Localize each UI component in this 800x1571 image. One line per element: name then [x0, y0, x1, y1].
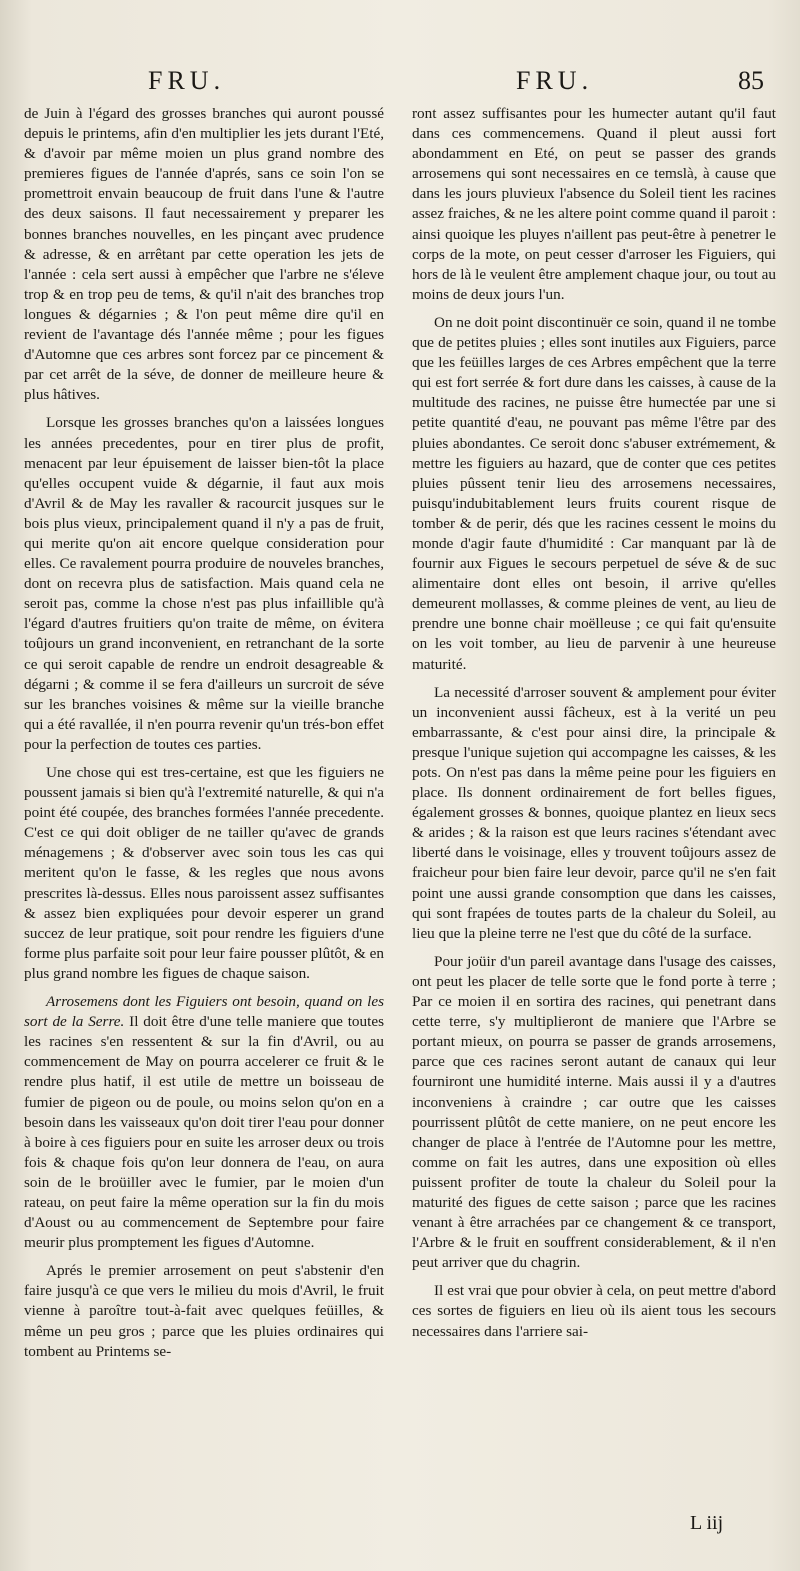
paragraph-4: Pour joüir d'un pareil avantage dans l'usage des caisses, ont peut les placer de telle sorte que le fond porte à terre ; Par ce moien il en sortira des racines, qui penetrant dans cette terre, s'y multiplieront de maniere que l'Arbre se portant mieux, on pourra se passer de grands arrosemens, parce que ces racines seront autant de canaux qui leur fourniront une humidité interne. Mais aussi il y a d'autres inconveniens à craindre ; car outre que les caisses pourrissent plûtôt de cette maniere, on ne peut encore les changer de place à l'entrée de l'Automne pour les mettre, comme on fait les autres, dans une exposition où elles puissent profiter de toute la chaleur du Soleil pour la maturité des figues de cette saison ; parce que les racines venant à être arrachées par ce changement & ce transport, l'Arbre & le fruit en souffrent considerablement, & il n'en peut arriver que du chagrin.	[412, 952, 776, 1272]
paragraph-3: La necessité d'arroser souvent & amplement pour éviter un inconvenient aussi fâcheux, est à la verité un peu embarrassante, & c'est pour ainsi dire, la principale & presque l'unique sujetion qui accompagne les caisses, & les pots. On n'est pas dans la même peine pour les figuiers en place. Ils donnent ordinairement de fort belles figues, également grosses & bonnes, quoique plantez en lieux secs & arides ; & la raison est que leurs racines s'étendant avec liberté dans le voisinage, elles y trouvent toûjours assez de fraicheur pour bien faire leur devoir, parce qu'il ne s'en fait point une aussi grande consomption que dans les caisses, qui sont frapées de toutes parts de la chaleur du Soleil, au lieu que la pleine terre ne l'est que du côté de la surface.	[412, 683, 776, 942]
running-head-right: FRU.	[516, 66, 594, 95]
paragraph-4-text: Il doit être d'une telle maniere que toutes les racines s'en ressentent & sur la fin d'Avril, ou au commencement de May on pourra accelerer ce fruit & le rendre plus hatif, il est utile de mettre un boisseau de fumier de pigeon ou de poule, ou moins selon qu'on en a besoin dans les vaisseaux qu'on doit tirer l'eau pour donner à boire à ces figuiers pour en suite les arroser deux ou trois fois & chaque fois qu'on leur donnera de l'eau, on aura soin de le broüiller avec le fumier, par le moien d'un rateau, on peut faire la même operation sur la fin du mois d'Aoust ou au commencement de Septembre pour faire meurir plus promptement les figues d'Automne.	[24, 1013, 384, 1252]
paragraph-1: de Juin à l'égard des grosses branches qui auront poussé depuis le printems, afin d'en multiplier les jets durant l'Eté, & d'avoir par même moien un plus grand nombre des premieres figues de l'année d'aprés, sans ce soin l'on se promettroit envain beaucoup de fruit dans l'une & l'autre des deux saisons. Il faut necessairement y preparer les bonnes branches nouvelles, en les pinçant avec prudence & adresse, & en arrêtant par cette operation les jets de l'année : cela sert aussi à empêcher que l'arbre ne s'éleve trop & en trop peu de tems, & qu'il n'ait des branches trop longues & dégarnies ; & l'on peut même dire qu'il en revient de l'avantage dés l'année même ; pour les figues d'Automne que ces arbres sont forcez par ce pincement & par cet arrêt de la séve, de donner de meilleure heure & plus hâtives.	[24, 105, 384, 404]
running-head-left: FRU.	[148, 66, 226, 95]
paragraph-5: Aprés le premier arrosement on peut s'abstenir d'en faire jusqu'à ce que vers le milieu du mois d'Avril, le fruit vienne à paroître tout-à-fait avec quelques feüilles, & même un peu gros ; parce que les pluies ordinaires qui tombent au Printems se-	[24, 1262, 384, 1360]
paragraph-2: On ne doit point discontinuër ce soin, quand il ne tombe que de petites pluies ; elles sont inutiles aux Figuiers, parce que les feüilles larges de ces Arbres empêchent que la terre qui est fort serrée & fort dure dans les caisses, à cause de la multitude des racines, ne puisse être humectée par une si petite quantité d'eau, ne pouvant pas même l'être par des pluies abondantes. Ce seroit donc s'abuser extrémement, & mettre les figuiers au hazard, que de conter que ces petites pluies pûssent tenir lieu des arrosemens necessaires, puisqu'indubitablement leurs fruits courent risque de tomber & de perir, dés que les racines cessent le moins du monde d'agir faute d'humidité : Car manquant par là de fournir aux Figues le secours perpetuel de séve & de suc alimentaire dont elles ont besoin, il arrive qu'elles demeurent mollasses, & comme pleines de vent, au lieu de prendre une bonne chair moëlleuse ; ce qui fait qu'ensuite on les voit tomber, au lieu de parvenir à une heureuse maturité.	[412, 313, 776, 673]
paragraph-5: Il est vrai que pour obvier à cela, on peut mettre d'abord ces sortes de figuiers en lieu où ils aient tous les secours necessaires dans l'arriere sai-	[412, 1282, 776, 1340]
section-heading-italic: Arrosemens dont les Figuiers ont besoin, quand on les sort de la Serre.	[24, 993, 384, 1031]
paragraph-1: ront assez suffisantes pour les humecter autant qu'il faut dans ces commencemens. Quand il pleut aussi fort abondamment en Eté, on peut se passer des grands arrosemens qui sont necessaires en ce temslà, à cause que dans les jours pluvieux l'absence du Soleil tient les racines assez fraiches, & ne les altere point comme quand il paroit : ainsi quoique les pluyes n'aillent pas peut-être à penetrer le corps de la mote, on peut cesser d'arroser les Figuiers, qui hors de là le veulent être amplement chaque jour, ou tout au moins de deux jours l'un.	[412, 105, 776, 303]
signature-mark: L iij	[690, 1512, 724, 1534]
paragraph-3: Une chose qui est tres-certaine, est que les figuiers ne poussent jamais si bien qu'à l'extremité naturelle, & qui n'a point été coupée, des branches formées l'année precedente. C'est ce qui doit obliger de ne tailler qu'avec de grands ménagemens ; & d'observer avec soin tous les cas qui meritent qu'on le fasse, & les regles que nous avons prescrites là-dessus. Elles nous paroissent assez suffisantes & assez bien expliquées pour devoir esperer un grand succez de leur pratique, soit pour rendre les figuiers d'une forme plus parfaite soit pour leur faire pousser plûtôt, & en plus grand nombre les figues de chaque saison.	[24, 764, 384, 982]
paragraph-4	[24, 992, 384, 1253]
page-number: 85	[738, 66, 764, 95]
right-column	[412, 104, 776, 1350]
paragraph-2: Lorsque les grosses branches qu'on a laissées longues les années precedentes, pour en tirer plus de profit, menacent par leur épuisement de laisser bien-tôt la place qu'elles occupent vuide & dégarnie, il faut aux mois d'Avril & de May les ravaller & racourcit jusques sur le bois plus vieux, principalement quand il n'y a pas de fruit, qui merite qu'on ait encore quelque consideration pour elles. Ce ravalement pourra produire de nouveles branches, dont on recevra plus de satisfaction. Mais quand cela ne seroit pas, comme la chose n'est pas plus infaillible qu'à l'égard d'autres fruitiers qu'on traite de même, on évitera toûjours un grand inconvenient, en retranchant de la sorte ce qui seroit capable de rendre un endroit desagreable & dégarni ; & comme il se fera d'ailleurs un surcroit de séve sur les branches voisines & même sur la vieille branche qui a été ravallée, il n'en pourra revenir qu'un trés-bon effet pour la perfection de toutes ces parties.	[24, 414, 384, 753]
left-column	[24, 104, 384, 1370]
